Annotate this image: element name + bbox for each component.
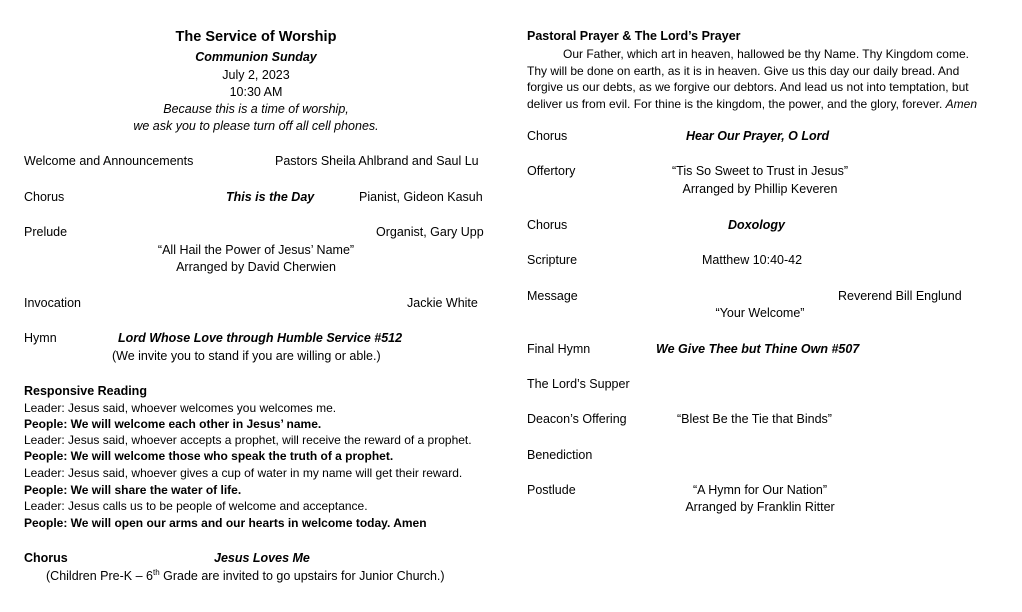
scripture-label: Scripture bbox=[527, 253, 578, 267]
chorus-1-title: This is the Day bbox=[226, 190, 315, 204]
deacon-offering-label: Deacon’s Offering bbox=[527, 412, 627, 426]
welcome-label: Welcome and Announcements bbox=[24, 154, 194, 168]
lords-prayer: Our Father, which art in heaven, hallowed be thy Name. Thy Kingdom come. Thy will be done on earth, as it is in heaven. Give us this day our daily bread. And forgive us our debts, as we forgive our debtors. And lead us not into temptation, but deliver us from evil. For thine is the kingdom, the power, and the glory, forever. Amen bbox=[527, 47, 978, 111]
chorus-2-label: Chorus bbox=[24, 551, 68, 565]
chorus-3-title: Hear Our Prayer, O Lord bbox=[686, 129, 830, 143]
prelude-piece: “All Hail the Power of Jesus’ Name” bbox=[157, 243, 355, 257]
phone-note-2: we ask you to please turn off all cell phones. bbox=[133, 119, 379, 133]
deacon-offering-piece: “Blest Be the Tie that Binds” bbox=[677, 412, 832, 426]
message-label: Message bbox=[527, 289, 578, 303]
invocation-label: Invocation bbox=[24, 296, 81, 310]
responsive-reading-heading: Responsive Reading bbox=[24, 384, 147, 398]
chorus-1-label: Chorus bbox=[24, 190, 65, 204]
junior-church-note: (Children Pre-K – 6th Grade are invited to go upstairs for Junior Church.) bbox=[46, 567, 445, 583]
pianist: Pianist, Gideon Kasuh bbox=[359, 190, 483, 204]
reading-line: Leader: Jesus said, whoever welcomes you welcomes me. bbox=[24, 401, 337, 415]
benediction-label: Benediction bbox=[527, 448, 593, 462]
hymn-title: Lord Whose Love through Humble Service #512 bbox=[118, 331, 403, 345]
phone-note-1: Because this is a time of worship, bbox=[163, 102, 349, 116]
service-date: July 2, 2023 bbox=[222, 68, 290, 82]
hymn-label: Hymn bbox=[24, 331, 57, 345]
reading-line: People: We will welcome those who speak the truth of a prophet. bbox=[24, 449, 394, 463]
reading-line: Leader: Jesus calls us to be people of welcome and acceptance. bbox=[24, 499, 368, 513]
reading-line: Leader: Jesus said, whoever gives a cup of water in my name will get their reward. bbox=[24, 466, 463, 480]
reading-line: Leader: Jesus said, whoever accepts a prophet, will receive the reward of a prophet. bbox=[24, 433, 472, 447]
chorus-3-label: Chorus bbox=[527, 129, 568, 143]
chorus-4-label: Chorus bbox=[527, 218, 568, 232]
hymn-note: (We invite you to stand if you are willing or able.) bbox=[112, 349, 381, 363]
final-hymn-label: Final Hymn bbox=[527, 342, 591, 356]
postlude-label: Postlude bbox=[527, 483, 576, 497]
message-title: “Your Welcome” bbox=[715, 306, 805, 320]
prelude-arranger: Arranged by David Cherwien bbox=[176, 260, 336, 274]
chorus-4-title: Doxology bbox=[728, 218, 785, 232]
service-time: 10:30 AM bbox=[229, 85, 283, 99]
scripture-reference: Matthew 10:40-42 bbox=[702, 253, 803, 267]
postlude-arranger: Arranged by Franklin Ritter bbox=[685, 500, 835, 514]
message-speaker: Reverend Bill Englund bbox=[838, 289, 962, 303]
invocation-leader: Jackie White bbox=[407, 296, 478, 310]
lords-supper-label: The Lord’s Supper bbox=[527, 377, 630, 391]
offertory-arranger: Arranged by Phillip Keveren bbox=[682, 182, 838, 196]
prelude-label: Prelude bbox=[24, 225, 68, 239]
final-hymn-title: We Give Thee but Thine Own #507 bbox=[656, 342, 860, 356]
reading-line: People: We will open our arms and our hearts in welcome today. Amen bbox=[24, 516, 427, 530]
chorus-2-title: Jesus Loves Me bbox=[214, 551, 310, 565]
reading-line: People: We will welcome each other in Jesus’ name. bbox=[24, 417, 322, 431]
welcome-leaders: Pastors Sheila Ahlbrand and Saul Lu bbox=[275, 154, 479, 168]
postlude-piece: “A Hymn for Our Nation” bbox=[692, 483, 828, 497]
offertory-label: Offertory bbox=[527, 164, 576, 178]
page-title: The Service of Worship bbox=[175, 29, 337, 45]
prayer-heading: Pastoral Prayer & The Lord’s Prayer bbox=[527, 29, 741, 43]
organist: Organist, Gary Upp bbox=[376, 225, 484, 239]
offertory-piece: “Tis So Sweet to Trust in Jesus” bbox=[672, 164, 848, 178]
page-subtitle: Communion Sunday bbox=[195, 50, 317, 64]
reading-line: People: We will share the water of life. bbox=[24, 483, 242, 497]
